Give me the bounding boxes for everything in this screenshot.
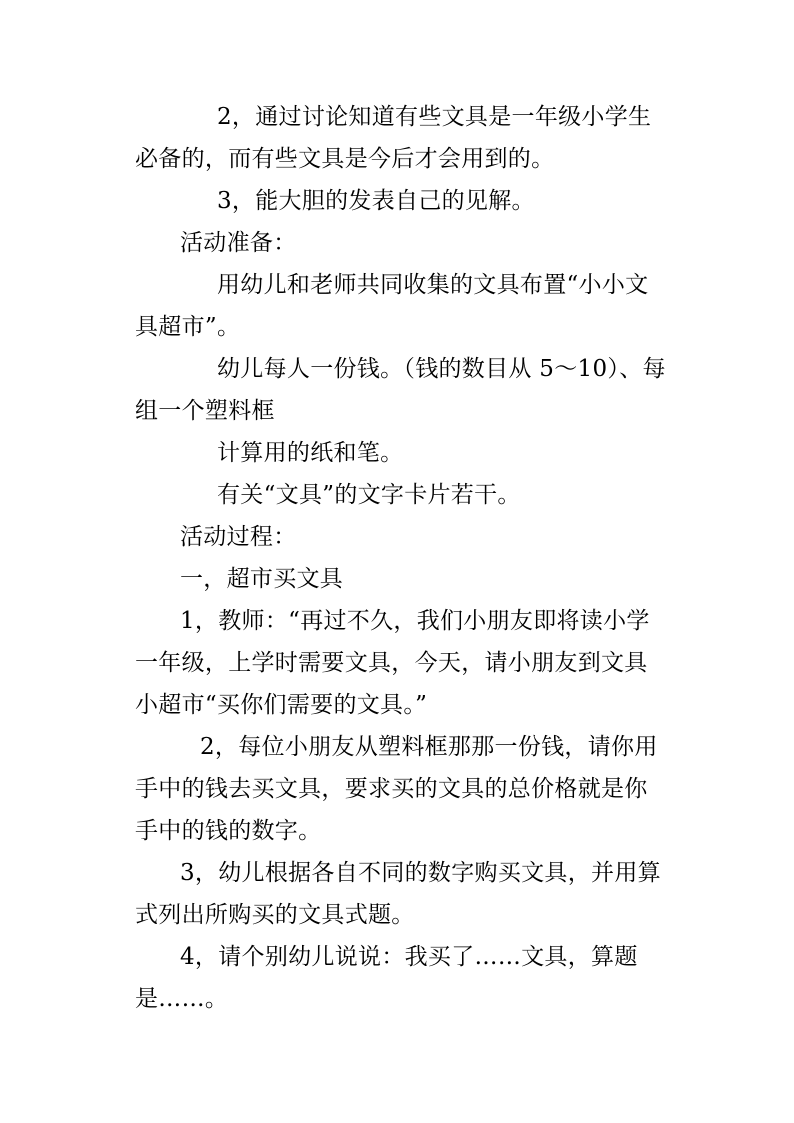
paragraph-line: 有关“文具”的文字卡片若干。: [217, 482, 521, 508]
paragraph-line: 一年级，上学时需要文具，今天，请小朋友到文具: [135, 650, 648, 676]
paragraph-line: 式列出所购买的文具式题。: [135, 902, 415, 928]
paragraph-line: 1，教师：“再过不久，我们小朋友即将读小学: [180, 608, 650, 634]
paragraph-line: 计算用的纸和笔。: [217, 440, 404, 466]
paragraph-line: 是……。: [135, 986, 229, 1012]
paragraph-line: 手中的钱的数字。: [135, 818, 322, 844]
paragraph-line: 4，请个别幼儿说说：我买了……文具，算题: [180, 944, 638, 970]
paragraph-line: 用幼儿和老师共同收集的文具布置“小小文: [217, 272, 649, 298]
paragraph-line: 必备的，而有些文具是今后才会用到的。: [135, 146, 555, 172]
paragraph-line: 手中的钱去买文具，要求买的文具的总价格就是你: [135, 776, 648, 802]
paragraph-line: 2，每位小朋友从塑料框那那一份钱，请你用: [200, 734, 658, 760]
paragraph-line: 小超市“买你们需要的文具。”: [135, 692, 428, 718]
section-heading: 活动过程：: [180, 524, 297, 550]
paragraph-line: 组一个塑料框: [135, 398, 275, 424]
paragraph-line: 3，能大胆的发表自己的见解。: [217, 188, 535, 214]
section-heading: 活动准备：: [180, 230, 297, 256]
subsection-heading: 一，超市买文具: [180, 566, 344, 592]
paragraph-line: 具超市”。: [135, 314, 241, 340]
paragraph-line: 幼儿每人一份钱。（钱的数目从 5～10）、每: [217, 356, 666, 382]
paragraph-line: 2，通过讨论知道有些文具是一年级小学生: [217, 104, 652, 130]
paragraph-line: 3，幼儿根据各自不同的数字购买文具，并用算: [180, 860, 661, 886]
